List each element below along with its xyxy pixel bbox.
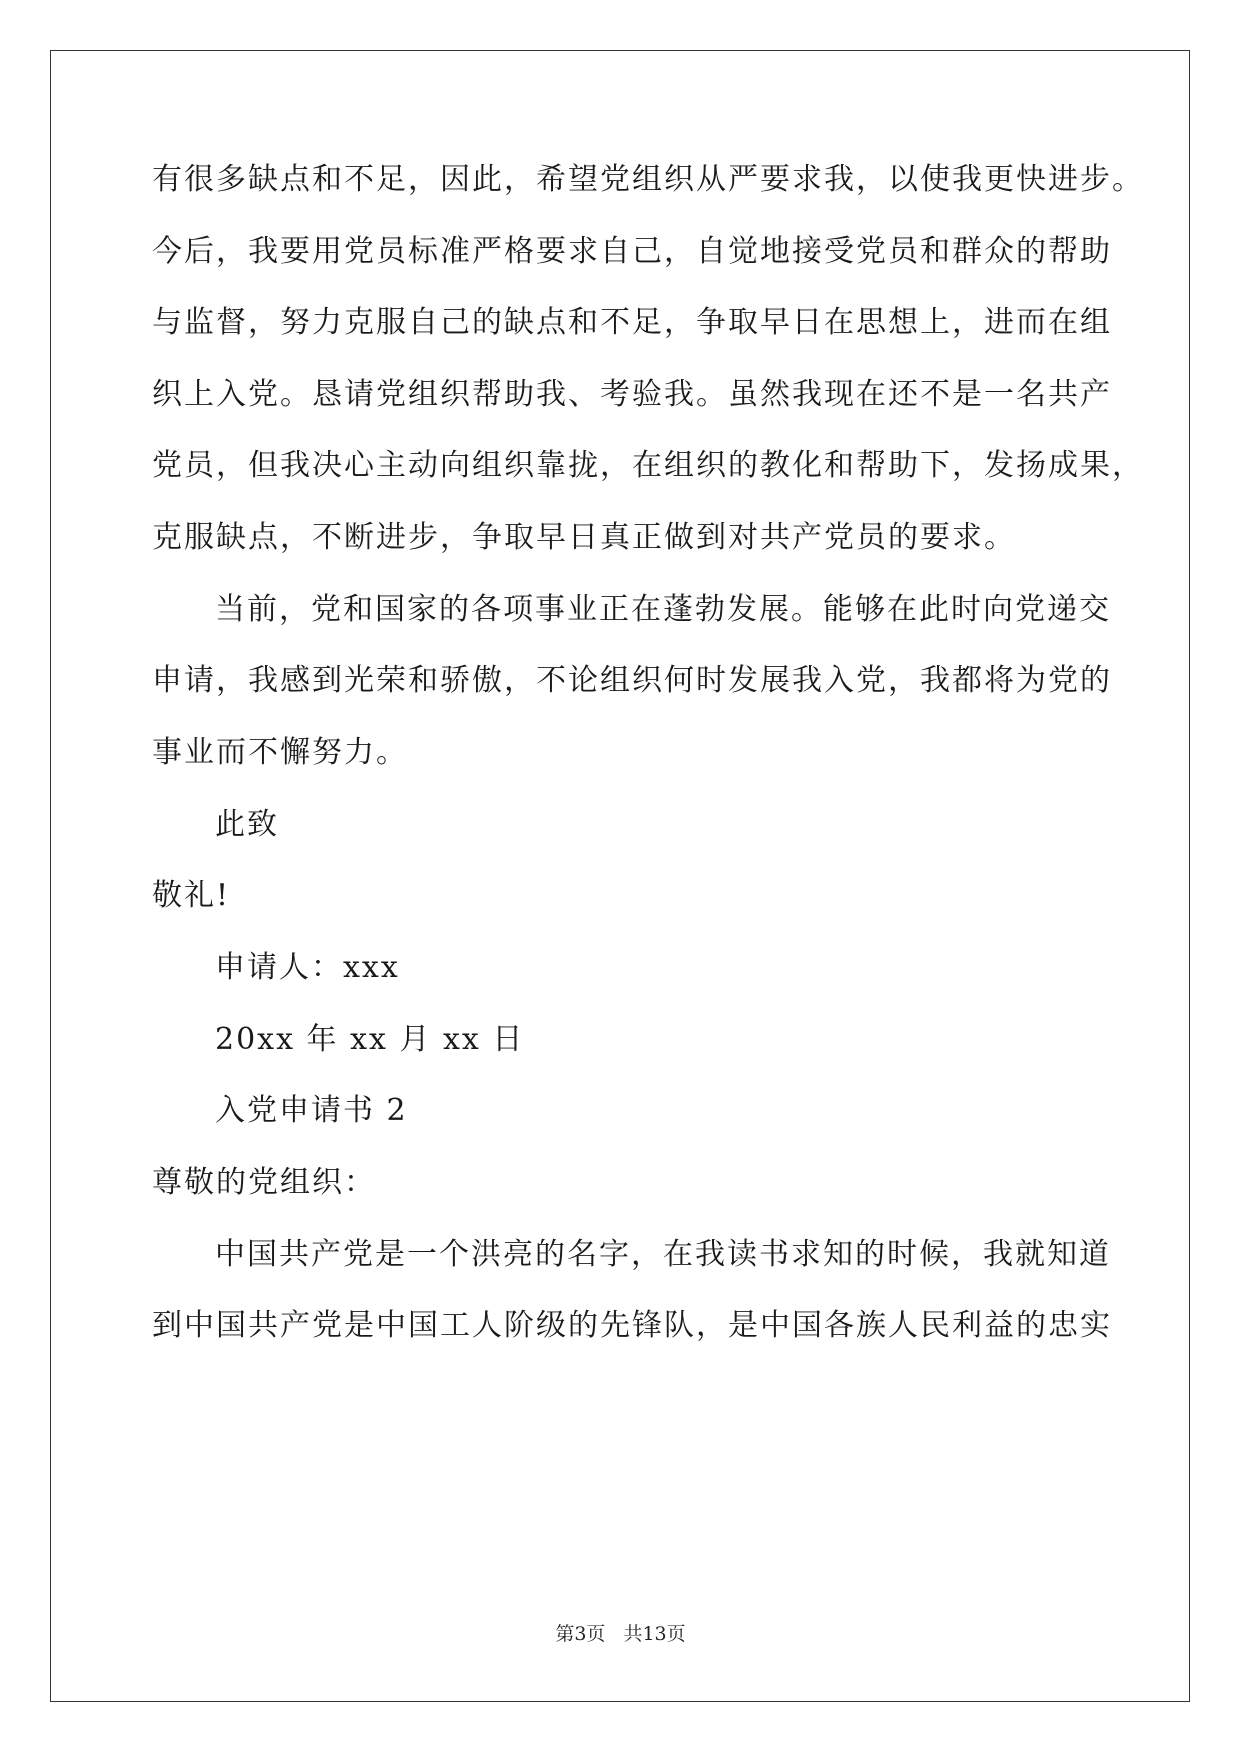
section-heading: 入党申请书 2	[215, 1093, 408, 1128]
page-footer	[0, 1622, 1241, 1646]
text-line: 当前，党和国家的各项事业正在蓬勃发展。能够在此时向党递交	[215, 592, 1111, 627]
closing-respect: 敬礼!	[152, 878, 231, 913]
page-total: 共13页	[623, 1623, 686, 1645]
text-line: 克服缺点，不断进步，争取早日真正做到对共产党员的要求。	[152, 520, 1016, 555]
page-current: 第3页	[555, 1623, 606, 1645]
text-line: 有很多缺点和不足，因此，希望党组织从严要求我，以使我更快进步。	[152, 162, 1144, 197]
text-line: 到中国共产党是中国工人阶级的先锋队，是中国各族人民利益的忠实	[152, 1308, 1112, 1343]
text-line: 中国共产党是一个洪亮的名字，在我读书求知的时候，我就知道	[215, 1237, 1111, 1272]
applicant-line: 申请人：xxx	[215, 950, 400, 985]
text-line: 申请，我感到光荣和骄傲，不论组织何时发展我入党，我都将为党的	[152, 663, 1112, 698]
closing-salutation: 此致	[215, 807, 279, 842]
text-line: 与监督，努力克服自己的缺点和不足，争取早日在思想上，进而在组	[152, 305, 1112, 340]
text-line: 今后，我要用党员标准严格要求自己，自觉地接受党员和群众的帮助	[152, 234, 1112, 269]
text-line: 织上入党。恳请党组织帮助我、考验我。虽然我现在还不是一名共产	[152, 377, 1112, 412]
date-line: 20xx 年 xx 月 xx 日	[215, 1022, 525, 1057]
letter-greeting: 尊敬的党组织：	[152, 1165, 376, 1200]
text-line: 事业而不懈努力。	[152, 735, 408, 770]
text-line: 党员，但我决心主动向组织靠拢，在组织的教化和帮助下，发扬成果，	[152, 448, 1144, 483]
